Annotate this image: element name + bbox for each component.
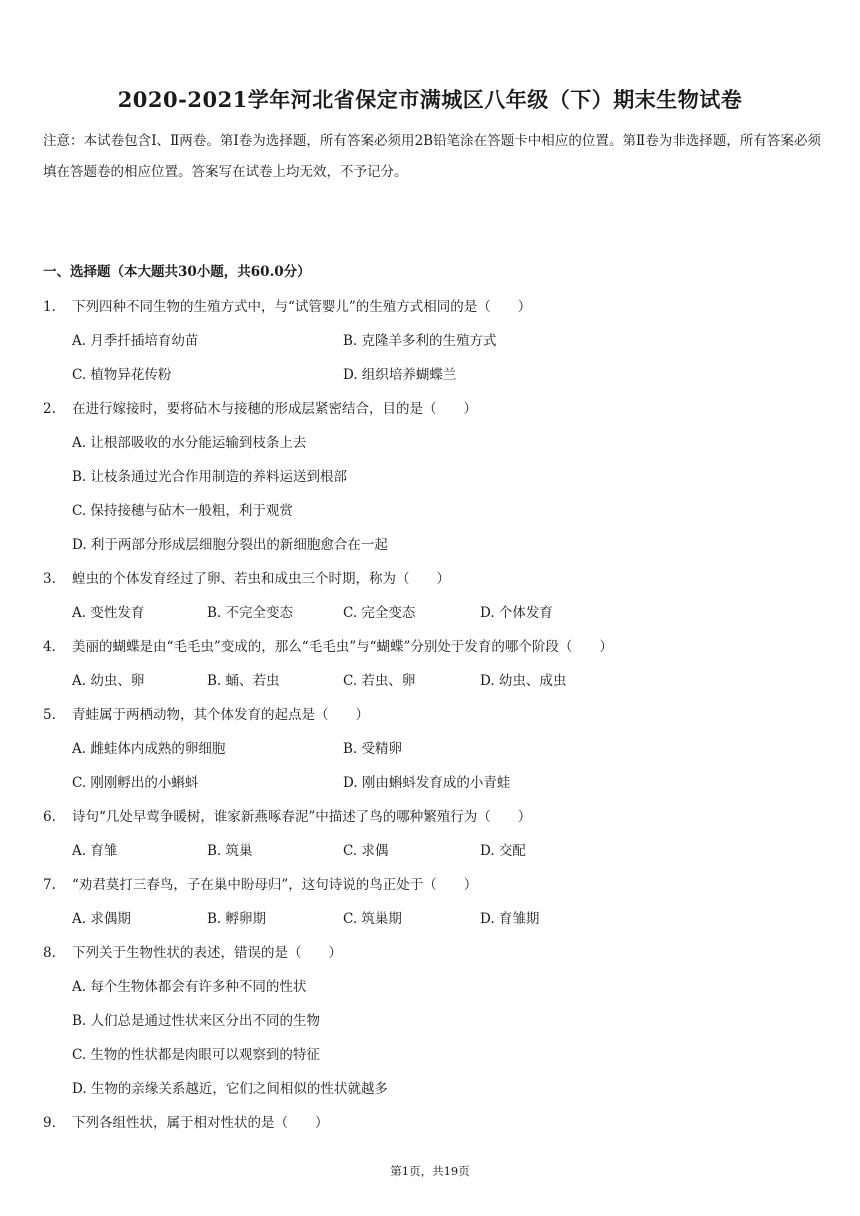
answer-option: A. 每个生物体都会有许多种不同的性状 bbox=[72, 979, 307, 995]
question-list bbox=[0, 290, 860, 1140]
answer-option: B. 克隆羊多利的生殖方式 bbox=[343, 333, 497, 349]
question-text: 下列四种不同生物的生殖方式中，与“试管婴儿”的生殖方式相同的是（ ） bbox=[72, 299, 532, 315]
question-text: 下列各组性状，属于相对性状的是（ ） bbox=[72, 1115, 329, 1131]
answer-option: C. 生物的性状都是肉眼可以观察到的特征 bbox=[72, 1047, 320, 1063]
question-text: 蝗虫的个体发育经过了卵、若虫和成虫三个时期，称为（ ） bbox=[72, 571, 450, 587]
question-number: 4. bbox=[43, 639, 56, 655]
answer-option: B. 让枝条通过光合作用制造的养料运送到根部 bbox=[72, 469, 348, 485]
answer-option: C. 植物异花传粉 bbox=[72, 367, 172, 383]
options-row bbox=[0, 970, 860, 1004]
answer-option: C. 完全变态 bbox=[343, 605, 416, 621]
question-stem bbox=[0, 290, 860, 324]
question-item bbox=[0, 1106, 860, 1140]
question-stem bbox=[0, 868, 860, 902]
question-text: 美丽的蝴蝶是由“毛毛虫”变成的，那么“毛毛虫”与“蝴蝶”分别处于发育的哪个阶段（ ） bbox=[72, 639, 613, 655]
question-stem bbox=[0, 698, 860, 732]
options-row bbox=[0, 324, 860, 358]
question-number: 9. bbox=[43, 1115, 56, 1131]
answer-option: B. 不完全变态 bbox=[207, 605, 294, 621]
question-number: 5. bbox=[43, 707, 56, 723]
question-number: 8. bbox=[43, 945, 56, 961]
answer-option: B. 受精卵 bbox=[343, 741, 403, 757]
answer-option: B. 蛹、若虫 bbox=[207, 673, 280, 689]
question-item bbox=[0, 868, 860, 936]
question-number: 7. bbox=[43, 877, 56, 893]
question-item bbox=[0, 698, 860, 800]
answer-option: D. 幼虫、成虫 bbox=[480, 673, 567, 689]
question-text: 青蛙属于两栖动物，其个体发育的起点是（ ） bbox=[72, 707, 369, 723]
question-item bbox=[0, 392, 860, 562]
answer-option: A. 雌蛙体内成熟的卵细胞 bbox=[72, 741, 226, 757]
options-row bbox=[0, 732, 860, 766]
answer-option: D. 利于两部分形成层细胞分裂出的新细胞愈合在一起 bbox=[72, 537, 388, 553]
options-row bbox=[0, 494, 860, 528]
answer-option: A. 育雏 bbox=[72, 843, 118, 859]
answer-option: B. 孵卵期 bbox=[207, 911, 267, 927]
answer-option: D. 交配 bbox=[480, 843, 526, 859]
answer-option: A. 月季扦插培育幼苗 bbox=[72, 333, 199, 349]
options-row bbox=[0, 528, 860, 562]
answer-option: C. 筑巢期 bbox=[343, 911, 402, 927]
options-row bbox=[0, 1072, 860, 1106]
answer-option: A. 求偶期 bbox=[72, 911, 131, 927]
question-item bbox=[0, 562, 860, 630]
question-number: 3. bbox=[43, 571, 56, 587]
answer-option: C. 刚刚孵出的小蝌蚪 bbox=[72, 775, 199, 791]
options-row bbox=[0, 460, 860, 494]
question-stem bbox=[0, 562, 860, 596]
options-row bbox=[0, 1004, 860, 1038]
question-stem bbox=[0, 392, 860, 426]
question-stem bbox=[0, 936, 860, 970]
options-row bbox=[0, 426, 860, 460]
options-row bbox=[0, 834, 860, 868]
answer-option: D. 生物的亲缘关系越近，它们之间相似的性状就越多 bbox=[72, 1081, 388, 1097]
answer-option: C. 若虫、卵 bbox=[343, 673, 416, 689]
answer-option: B. 人们总是通过性状来区分出不同的生物 bbox=[72, 1013, 321, 1029]
options-row bbox=[0, 358, 860, 392]
answer-option: A. 让根部吸收的水分能运输到枝条上去 bbox=[72, 435, 307, 451]
question-text: 下列关于生物性状的表述，错误的是（ ） bbox=[72, 945, 342, 961]
answer-option: D. 刚由蝌蚪发育成的小青蛙 bbox=[343, 775, 511, 791]
question-item bbox=[0, 290, 860, 392]
question-stem bbox=[0, 630, 860, 664]
answer-option: D. 个体发育 bbox=[480, 605, 553, 621]
question-stem bbox=[0, 800, 860, 834]
options-row bbox=[0, 596, 860, 630]
section-heading: 一、选择题（本大题共30小题，共60.0分） bbox=[43, 264, 311, 280]
question-text: 在进行嫁接时，要将砧木与接穗的形成层紧密结合，目的是（ ） bbox=[72, 401, 477, 417]
page-title: 2020-2021学年河北省保定市满城区八年级（下）期末生物试卷 bbox=[117, 87, 743, 112]
question-number: 2. bbox=[43, 401, 56, 417]
answer-option: D. 组织培养蝴蝶兰 bbox=[343, 367, 457, 383]
question-stem bbox=[0, 1106, 860, 1140]
answer-option: A. 变性发育 bbox=[72, 605, 145, 621]
options-row bbox=[0, 902, 860, 936]
question-number: 1. bbox=[43, 299, 56, 315]
question-item bbox=[0, 800, 860, 868]
question-text: “劝君莫打三春鸟，子在巢中盼母归”，这句诗说的鸟正处于（ ） bbox=[72, 877, 478, 893]
options-row bbox=[0, 664, 860, 698]
question-item bbox=[0, 936, 860, 1106]
question-number: 6. bbox=[43, 809, 56, 825]
answer-option: B. 筑巢 bbox=[207, 843, 253, 859]
question-text: 诗句“几处早莺争暖树，谁家新燕啄春泥”中描述了鸟的哪种繁殖行为（ ） bbox=[72, 809, 532, 825]
answer-option: A. 幼虫、卵 bbox=[72, 673, 145, 689]
answer-option: D. 育雏期 bbox=[480, 911, 540, 927]
options-row bbox=[0, 1038, 860, 1072]
answer-option: C. 保持接穗与砧木一般粗，利于观赏 bbox=[72, 503, 293, 519]
answer-option: C. 求偶 bbox=[343, 843, 389, 859]
page-footer: 第1页，共19页 bbox=[390, 1164, 470, 1178]
question-item bbox=[0, 630, 860, 698]
options-row bbox=[0, 766, 860, 800]
exam-notice: 注意：本试卷包含Ⅰ、Ⅱ两卷。第Ⅰ卷为选择题，所有答案必须用2B铅笔涂在答题卡中相应的位置。第Ⅱ卷为非选择题，所有答案必须填在答题卷的相应位置。答案写在试卷上均无效，不予记分。 bbox=[43, 133, 821, 180]
